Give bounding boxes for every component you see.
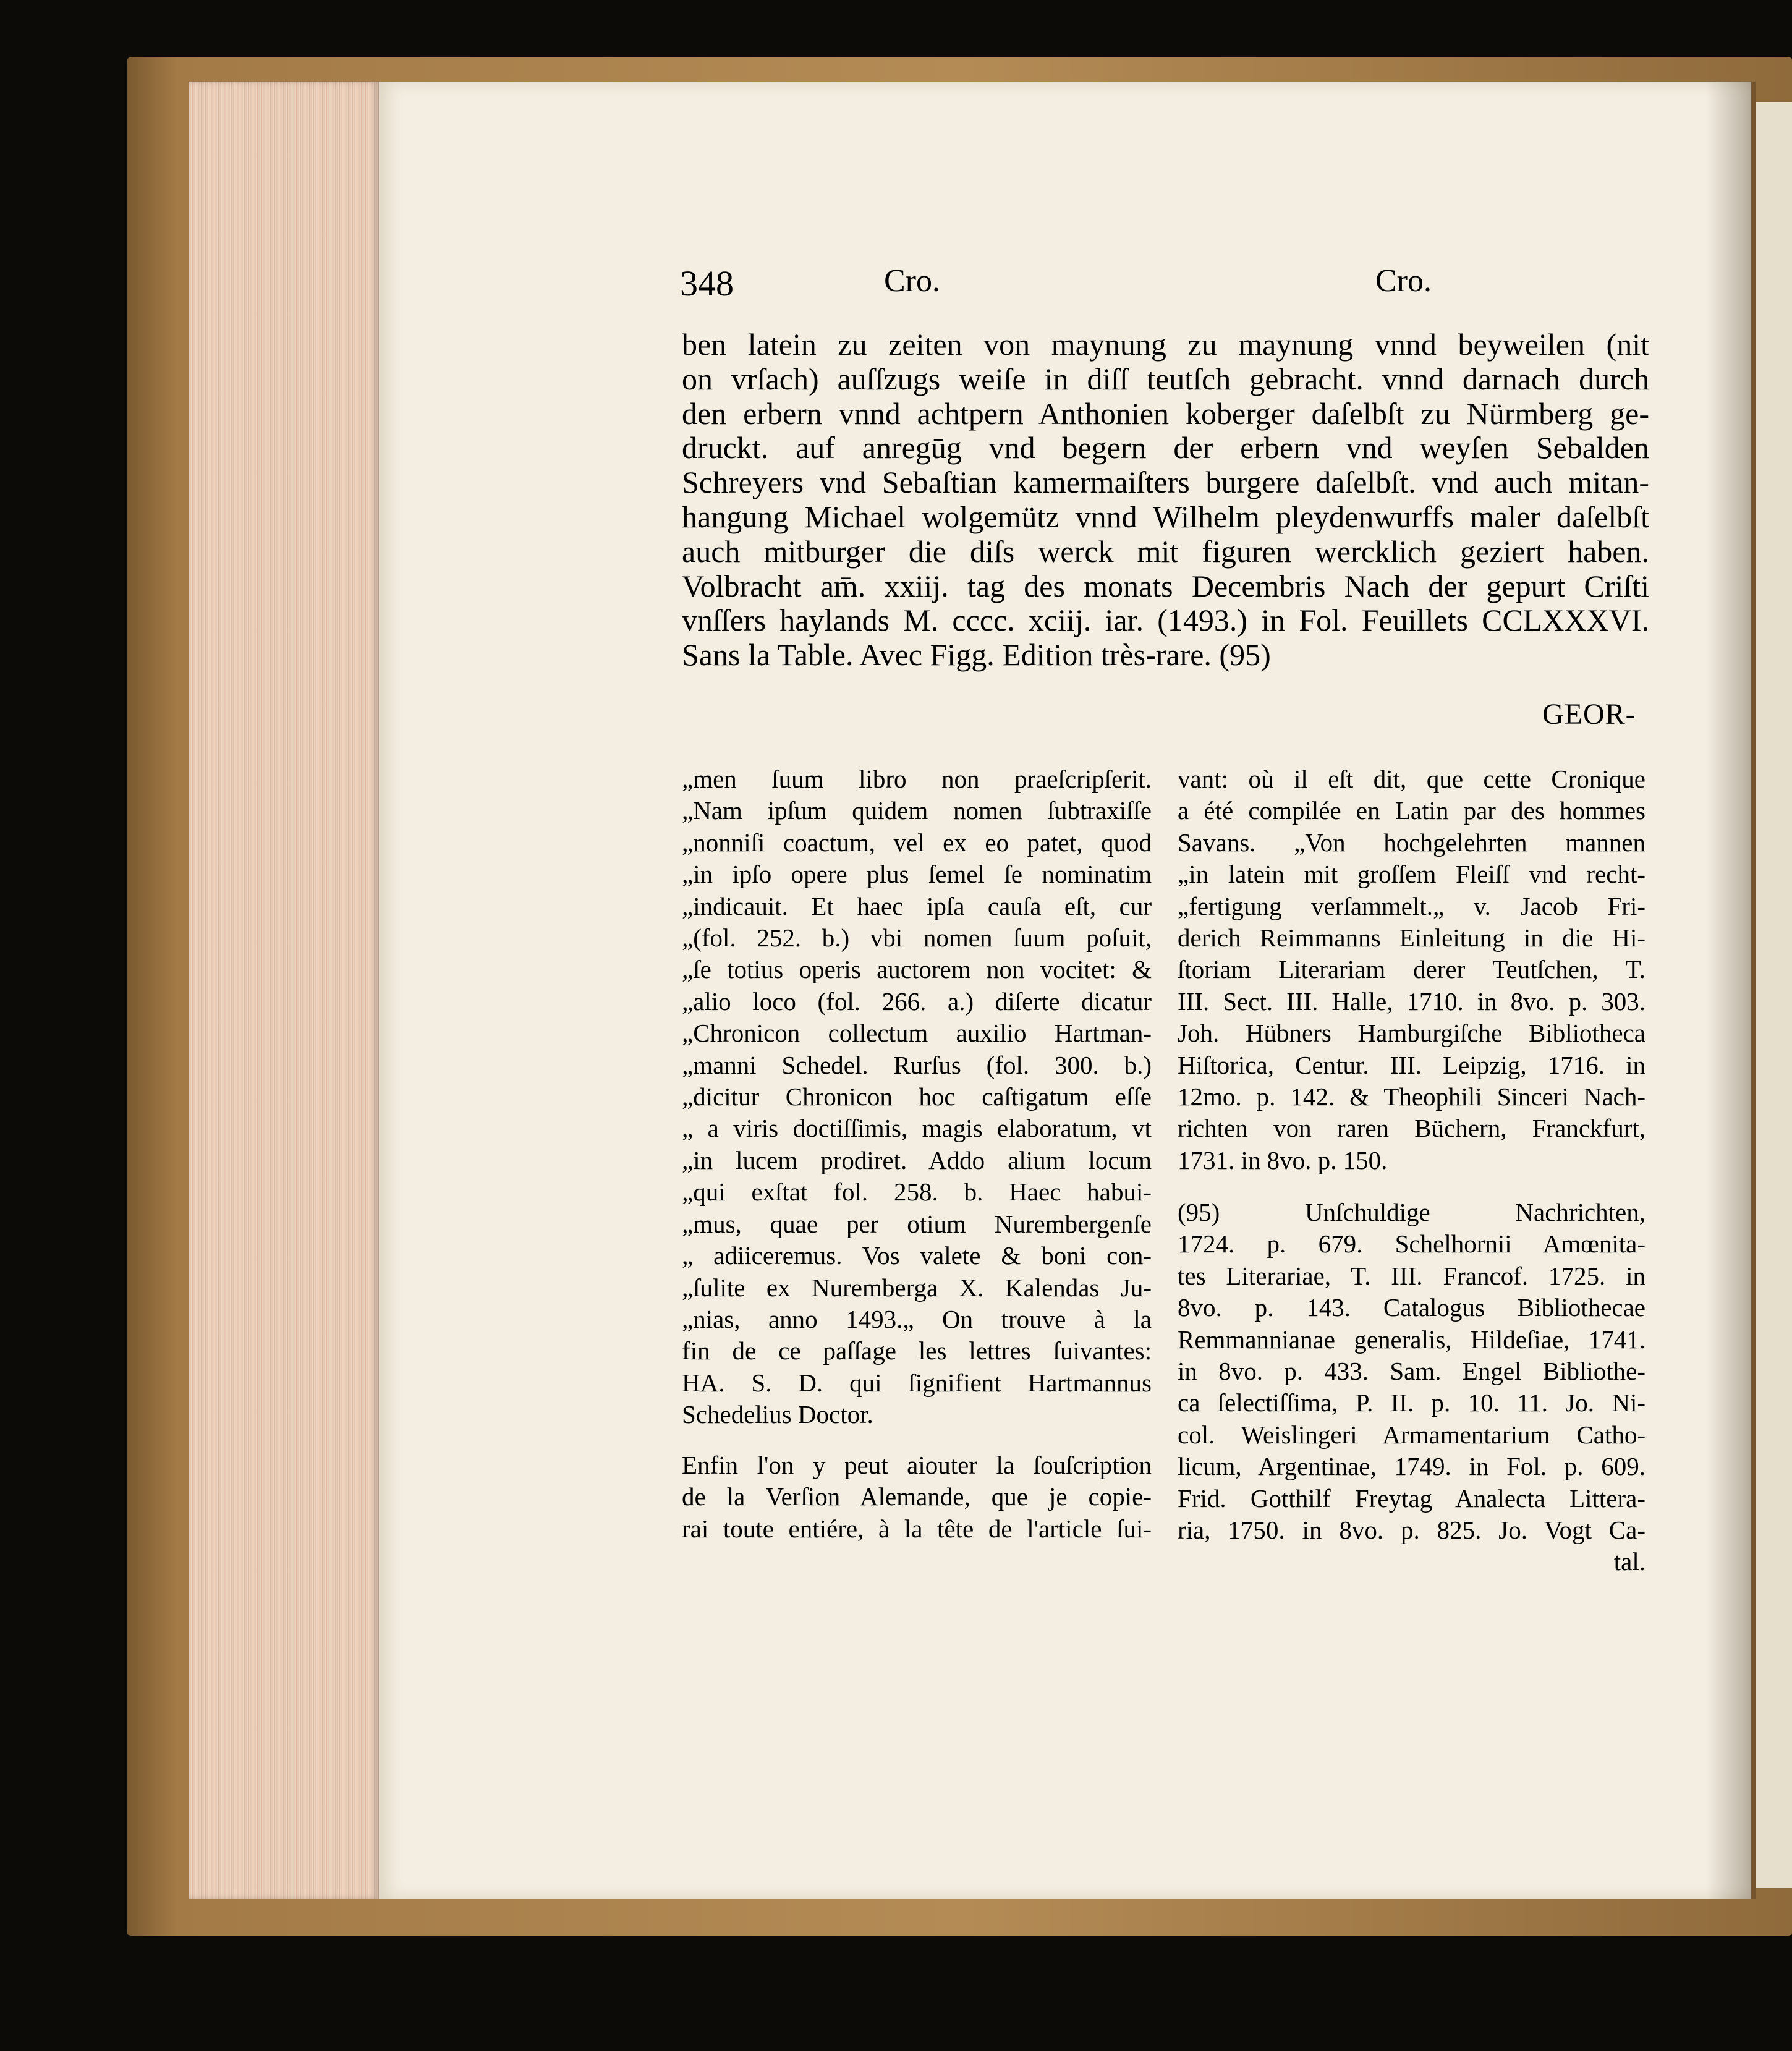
footnote-95 [1178,1197,1645,1578]
page-gutter-shadow [1706,82,1756,1899]
text-line: „indicauit. Et haec ipſa cauſa eſt, cur [682,891,1152,920]
text-line: tes Literariae, T. III. Francof. 1725. in [1178,1261,1645,1290]
text-line: de la Verſion Alemande, que je copie- [682,1482,1152,1511]
text-line: „in latein mit groſſem Fleiſſ vnd recht- [1178,860,1645,889]
text-line: 8vo. p. 143. Catalogus Bibliothecae [1178,1293,1645,1322]
text-line: „ adiiceremus. Vos valete & boni con- [682,1241,1152,1270]
text-line: „qui exſtat fol. 258. b. Haec habui- [682,1178,1152,1207]
text-line: col. Weislingeri Armamentarium Catho- [1178,1420,1645,1449]
text-line: den erbern vnnd achtpern Anthonien koberger daſelbſt zu Nürmberg ge- [682,396,1649,431]
catchword: GEOR- [1542,698,1636,731]
text-line: ca ſelectiſſima, P. II. p. 10. 11. Jo. Ni- [1178,1388,1645,1417]
page-number: 348 [680,263,734,304]
text-line: Schedelius Doctor. [682,1400,873,1429]
text-line: Frid. Gotthilf Freytag Analecta Littera- [1178,1484,1645,1513]
text-line: „(fol. 252. b.) vbi nomen ſuum poſuit, [682,924,1152,953]
page-edges [189,82,379,1899]
text-line: fin de ce paſſage les lettres ſuivantes: [682,1336,1152,1365]
text-line: „men ſuum libro non praeſcripſerit. [682,765,1152,793]
text-line: „in ipſo opere plus ſemel ſe nominatim [682,860,1152,889]
text-line: Hiſtorica, Centur. III. Leipzig, 1716. in [1178,1050,1645,1079]
text-line: „ſulite ex Nuremberga X. Kalendas Ju- [682,1273,1152,1302]
text-line: 1724. p. 679. Schelhornii Amœnita- [1178,1229,1645,1259]
text-line: 1731. in 8vo. p. 150. [1178,1145,1388,1174]
text-line: in 8vo. p. 433. Sam. Engel Bibliothe- [1178,1357,1645,1386]
text-line: „in lucem prodiret. Addo alium locum [682,1145,1152,1174]
text-line: „fertigung verſammelt.„ v. Jacob Fri- [1178,891,1645,920]
text-line: 12mo. p. 142. & Theophili Sinceri Nach- [1178,1082,1645,1111]
text-line: Sans la Table. Avec Figg. Edition très-rare. (95) [682,637,1271,673]
text-line: „dicitur Chronicon hoc caſtigatum eſſe [682,1082,1152,1111]
text-line: „nias, anno 1493.„ On trouve à la [682,1304,1152,1333]
text-line: „alio loco (fol. 266. a.) diſerte dicatur [682,987,1152,1016]
text-line: derich Reimmanns Einleitung in die Hi- [1178,924,1645,953]
facing-page-edge [1756,102,1792,1888]
left-column-quotation [682,763,1152,1431]
running-head-left: Cro. [884,263,940,299]
text-line: vant: où il eſt dit, que cette Cronique [1178,765,1645,793]
text-line: rai toute entiére, à la tête de l'article ſui- [682,1514,1152,1543]
text-line: licum, Argentinae, 1749. in Fol. p. 609. [1178,1452,1645,1481]
text-line: „Chronicon collectum auxilio Hartman- [682,1019,1152,1048]
text-line: „mus, quae per otium Nurembergenſe [682,1209,1152,1238]
right-column-quotation [1178,763,1645,1176]
text-line: ſtoriam Literariam derer Teutſchen, T. [1178,955,1645,984]
text-line: Enfin l'on y peut aiouter la ſouſcription [682,1451,1152,1479]
text-line: druckt. auf anregūg vnd begern der erbern vnd weyſen Sebalden [682,430,1649,465]
text-line: ben latein zu zeiten von maynung zu maynung vnnd beyweilen (nit [682,327,1649,362]
left-column-paragraph [682,1450,1152,1545]
text-line: tal. [1613,1547,1645,1576]
text-line: „ a viris doctiſſimis, magis elaboratum, vt [682,1114,1152,1143]
text-line: richten von raren Büchern, Franckfurt, [1178,1114,1645,1143]
text-line: on vrſach) auſſzugs weiſe in diſſ teutſch gebracht. vnnd darnach durch [682,361,1649,396]
text-line: ria, 1750. in 8vo. p. 825. Jo. Vogt Ca- [1178,1516,1645,1545]
text-line: Savans. „Von hochgelehrten mannen [1178,828,1645,857]
text-line: hangung Michael wolgemütz vnnd Wilhelm pleydenwurffs maler daſelbſt [682,499,1649,534]
text-line: vnſſers haylands M. cccc. xciij. iar. (1493.) in Fol. Feuillets CCLXXXVI. [682,603,1649,638]
text-line: HA. S. D. qui ſignifient Hartmannus [682,1368,1152,1397]
text-line: „nonniſi coactum, vel ex eo patet, quod [682,828,1152,857]
text-line: (95) Unſchuldige Nachrichten, [1178,1198,1645,1226]
text-line: Joh. Hübners Hamburgiſche Bibliotheca [1178,1019,1645,1048]
text-line: Schreyers vnd Sebaſtian kamermaiſters burgere daſelbſt. vnd auch mitan- [682,465,1649,500]
text-line: auch mitburger die diſs werck mit figuren wercklich geziert haben. [682,533,1649,569]
text-line: „Nam ipſum quidem nomen ſubtraxiſſe [682,796,1152,825]
text-line: Volbracht am̄. xxiij. tag des monats Decembris Nach der gepurt Criſti [682,568,1649,603]
main-paragraph [682,328,1649,673]
text-line: a été compilée en Latin par des hommes [1178,796,1645,825]
text-line: III. Sect. III. Halle, 1710. in 8vo. p. 303. [1178,987,1645,1016]
running-head-right: Cro. [1375,263,1432,299]
text-line: „manni Schedel. Rurſus (fol. 300. b.) [682,1050,1152,1079]
text-line: „ſe totius operis auctorem non vocitet: & [682,955,1152,984]
text-line: Remmannianae generalis, Hildeſiae, 1741. [1178,1325,1645,1354]
